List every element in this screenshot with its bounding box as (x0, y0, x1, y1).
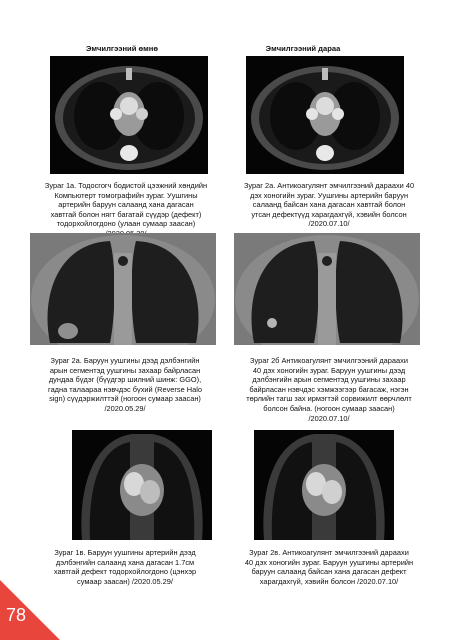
ct-image-1v-coronal (72, 430, 212, 540)
ct-image-2a-lung (30, 233, 216, 345)
ct-image-2v-coronal (254, 430, 394, 540)
ct-axial-mediastinal-scan (50, 56, 208, 174)
ct-image-1a (50, 56, 208, 174)
caption-figure-2v: Зураг 2в. Антикоагулянт эмчилгээний дараахи 40 дэх хоногийн зураг. Баруун уушгины артерийн баруун салаанд байсан хана дагасан дефект харагдахгүй, хэвийн болсон /2020.07.10/ (244, 548, 414, 586)
ct-axial-mediastinal-scan (246, 56, 404, 174)
ct-coronal-scan (72, 430, 212, 540)
heading-after-treatment: Эмчилгээний дараа (265, 44, 341, 53)
caption-figure-2a-lung: Зураг 2а. Баруун уушгины дээд дэлбэнгийн арын сегментэд уушгины захаар байрласан дундаа бүдэг (бүүдгэр шилний шинж: GGO), гадна талаараа нэвчдэс бүхий (Reverse Halo sign) сүүдэржилттэй (ногоон сумаар заасан) /2020.05.29/ (48, 356, 202, 413)
caption-figure-1v: Зураг 1в. Баруун уушгины артерийн дээд дэлбэнгийн салаанд хана дагасан 1.7см хавтгай дефект тодорхойлогдоно (цэнхэр сумаар заасан) /2020.05.29/ (53, 548, 197, 586)
caption-figure-2a-top: Зураг 2а. Антикоагулянт эмчилгээний дараахи 40 дэх хоногийн зураг. Уушгины артерийн баруун салаанд байсан хана дагасан хавтгай болон утсан дефектүүд харагдахгүй, хэвийн болсон /2020.07.10/ (243, 181, 415, 229)
caption-figure-1a: Зураг 1а. Тодосгогч бодистой цээжний хөндийн Компьютерт томографийн зураг. Уушгины артерийн баруун салаанд хана дагасан хавтгай болон нягт багатай сүүдэр (дефект) тодорхойлогдоно (улаан сумаар заасан) (44, 181, 208, 229)
ct-lung-window-scan (234, 233, 420, 345)
heading-before-treatment: Эмчилгээний өмнө (86, 44, 158, 53)
ct-image-2b-lung (234, 233, 420, 345)
caption-figure-2b: Зураг 2б Антикоагулянт эмчилгээний дараахи 40 дэх хоногийн зураг. Баруун уушгины дээд дэлбэнгийн арын сегментэд уушгины захаар байрласан нэвчдэс хэмжээгээр багасаж, нэгэн төрлийн тагш зах ирмэгтэй сорвижилт өөрчлөлт болсон байна. (ногоон сумаар заасан) /2020.07.10/ (246, 356, 412, 423)
ct-coronal-scan (254, 430, 394, 540)
ct-image-2a-top (246, 56, 404, 174)
page-number: 78 (6, 605, 27, 625)
ct-lung-window-scan (30, 233, 216, 345)
